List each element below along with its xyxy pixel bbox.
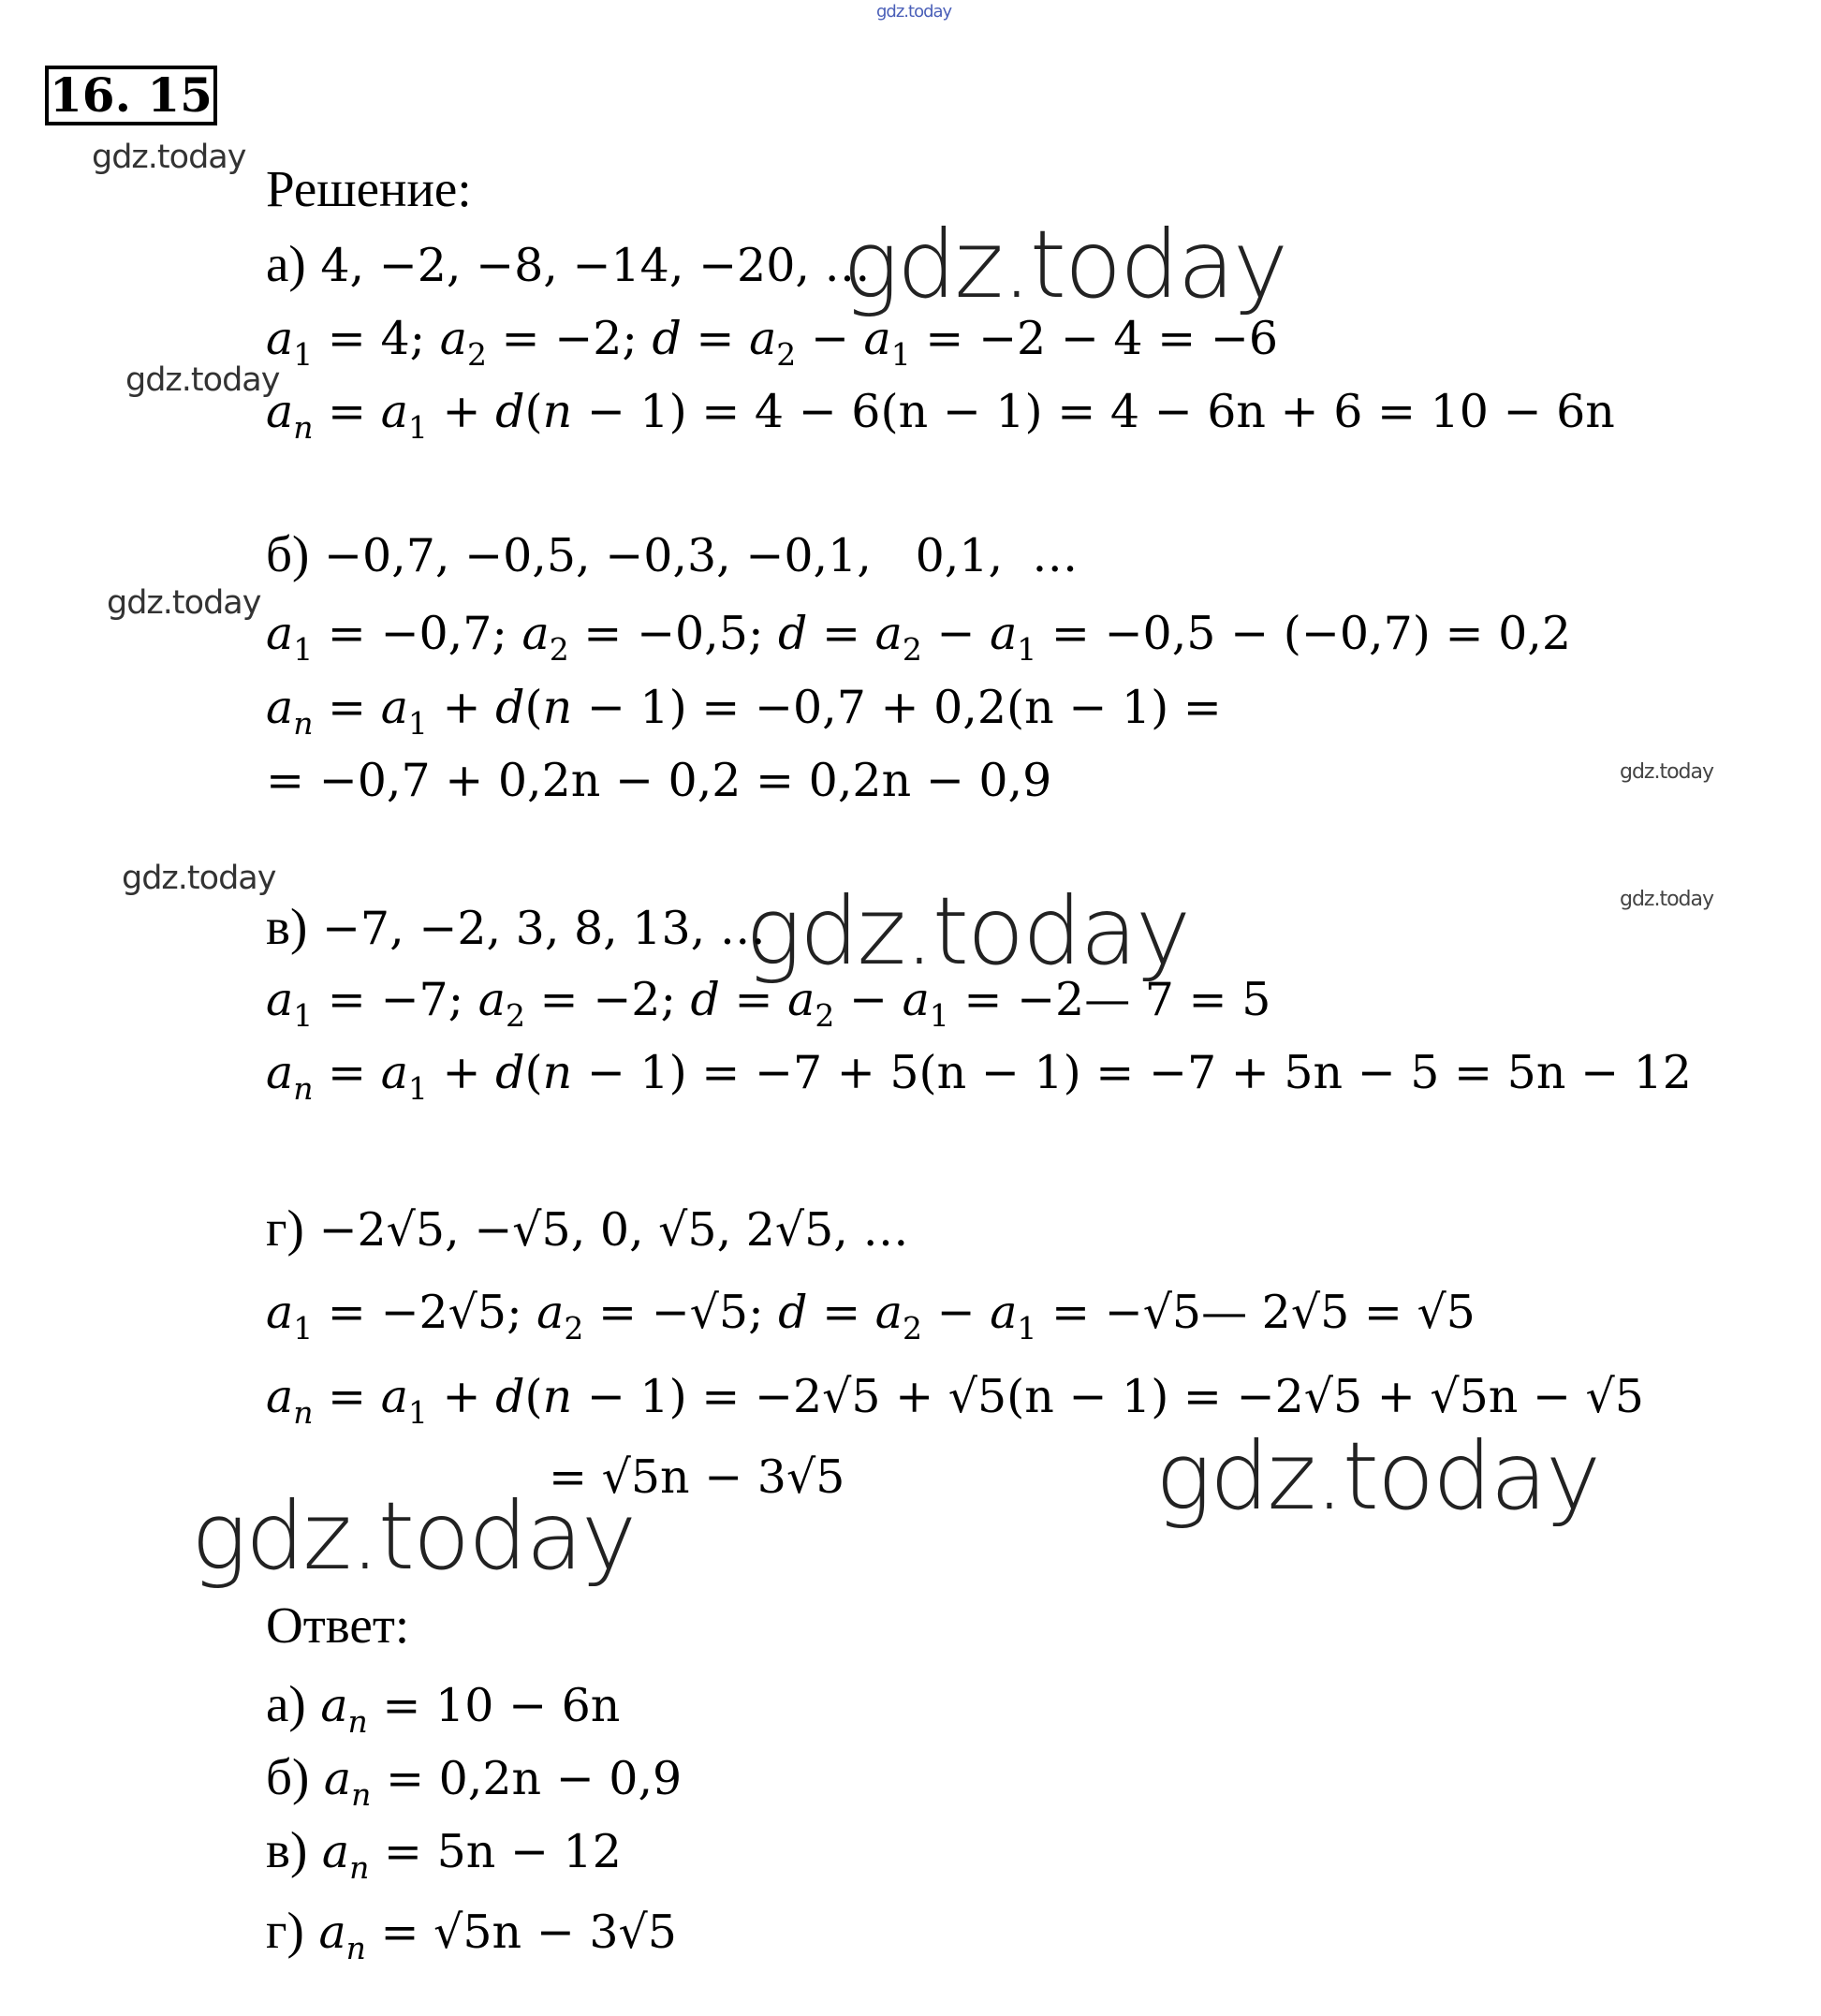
watermark-large-3: gdz.today xyxy=(1155,1421,1600,1531)
answer-a-formula: 10 − 6n xyxy=(435,1679,621,1732)
part-b-difference: $a_1 = -0,7$; $a_2 = -0,5$; $d = a_2 - a_1 = -0,5 - (-0,7) = 0,2$ xyxy=(266,607,1572,668)
part-b-sequence xyxy=(266,524,1078,586)
part-g-general-term-1: $a_n = a_1 + d(n - 1) = -2√5 + √5(n - 1) = -2√5 + √5n - √5$ xyxy=(266,1370,1644,1431)
watermark-left-4: gdz.today xyxy=(122,860,276,897)
watermark-right-1: gdz.today xyxy=(1620,760,1714,784)
answer-g-label: г) xyxy=(266,1902,304,1959)
watermark-large-1: gdz.today xyxy=(843,210,1287,319)
part-a-difference: $a_1 = 4$; $a_2 = -2$; $d = a_2 - a_1 = -2 - 4 = -6$ xyxy=(266,312,1279,373)
part-v-a2: −2 xyxy=(593,973,661,1026)
part-b-an-calc-1: −0,7 + 0,2(n − 1) = xyxy=(754,681,1222,734)
part-b-sequence-text: −0,7, −0,5, −0,3, −0,1, 0,1, … xyxy=(323,529,1079,582)
answer-a-label: а) xyxy=(266,1675,306,1732)
problem-number: 16. 15 xyxy=(45,66,217,125)
part-v-general-term: $a_n = a_1 + d(n - 1) = -7 + 5(n - 1) = -7 + 5n - 5 = 5n - 12$ xyxy=(266,1046,1692,1107)
part-g-sequence-text: −2√5, −√5, 0, √5, 2√5, … xyxy=(318,1203,909,1257)
part-a-label: а) xyxy=(266,235,306,292)
part-a-d-calc: −2 − 4 = −6 xyxy=(977,312,1279,365)
part-b-general-term-2: = −0,7 + 0,2n − 0,2 = 0,2n − 0,9 xyxy=(266,754,1052,807)
solution-heading: Решение: xyxy=(266,160,472,217)
answer-a: а) $a_n = 10 - 6n$ xyxy=(266,1675,621,1740)
answer-v-formula: 5n − 12 xyxy=(436,1825,622,1878)
watermark-top: gdz.today xyxy=(876,2,952,22)
part-g-a2: −√5 xyxy=(651,1286,749,1339)
answer-b-formula: 0,2n − 0,9 xyxy=(438,1752,683,1805)
part-b-a1: −0,7 xyxy=(380,607,492,660)
answer-g-formula: √5n − 3√5 xyxy=(433,1906,677,1959)
part-v-sequence xyxy=(266,897,766,959)
part-g-a1: −2√5 xyxy=(380,1286,507,1339)
part-v-d-calc: −2— 7 = 5 xyxy=(1017,973,1271,1026)
watermark-left-3: gdz.today xyxy=(107,584,261,622)
part-v-difference: $a_1 = -7$; $a_2 = -2$; $d = a_2 - a_1$ = −2— 7 = 5 xyxy=(266,973,1271,1034)
watermark-large-2: gdz.today xyxy=(745,876,1190,986)
part-v-sequence-text: −7, −2, 3, 8, 13, … xyxy=(321,902,766,955)
answer-v: в) $a_n = 5n - 12$ xyxy=(266,1821,622,1886)
part-b-d-calc: −0,5 − (−0,7) = 0,2 xyxy=(1104,607,1572,660)
part-a-sequence xyxy=(266,234,871,296)
part-g-d-calc: −√5— 2√5 = √5 xyxy=(1104,1286,1476,1339)
watermark-left-1: gdz.today xyxy=(92,139,246,176)
part-b-general-term-1: $a_n = a_1 + d(n - 1) = -0,7 + 0,2(n - 1)$ = xyxy=(266,681,1222,742)
part-a-an-calc: 4 − 6(n − 1) = 4 − 6n + 6 = 10 − 6n xyxy=(754,385,1615,438)
part-g-difference: $a_1 = -2√5$; $a_2 = -√5$; $d = a_2 - a_1$ = −√5— 2√5 = √5 xyxy=(266,1286,1476,1346)
answer-b: б) $a_n = 0,2n - 0,9$ xyxy=(266,1748,683,1813)
part-b-a2: −0,5 xyxy=(636,607,748,660)
part-v-label: в) xyxy=(266,898,308,955)
answer-g: г) $a_n = √5n - 3√5$ xyxy=(266,1902,677,1966)
part-g-general-term-2: = √5n − 3√5 xyxy=(549,1450,845,1504)
part-g-sequence xyxy=(266,1199,908,1260)
answer-v-label: в) xyxy=(266,1821,308,1878)
part-a-a1: 4 xyxy=(380,312,410,365)
answer-b-label: б) xyxy=(266,1748,310,1805)
part-v-a1: −7 xyxy=(380,973,448,1026)
watermark-large-4: gdz.today xyxy=(191,1481,636,1591)
part-a-sequence-text: 4, −2, −8, −14, −20, … xyxy=(320,239,871,292)
part-b-label: б) xyxy=(266,525,310,582)
part-v-an-calc: −7 + 5(n − 1) = −7 + 5n − 5 = 5n − 12 xyxy=(754,1046,1692,1099)
part-a-a2: −2 xyxy=(554,312,623,365)
watermark-left-2: gdz.today xyxy=(125,361,280,399)
answer-heading: Ответ: xyxy=(266,1597,410,1654)
part-g-label: г) xyxy=(266,1199,304,1257)
part-a-general-term: $a_n = a_1 + d(n - 1) = 4 - 6(n - 1) = 4 - 6n + 6 = 10 - 6n$ xyxy=(266,385,1615,446)
watermark-right-2: gdz.today xyxy=(1620,888,1714,911)
part-g-an-calc-1: −2√5 + √5(n − 1) = −2√5 + √5n − √5 xyxy=(754,1370,1644,1423)
